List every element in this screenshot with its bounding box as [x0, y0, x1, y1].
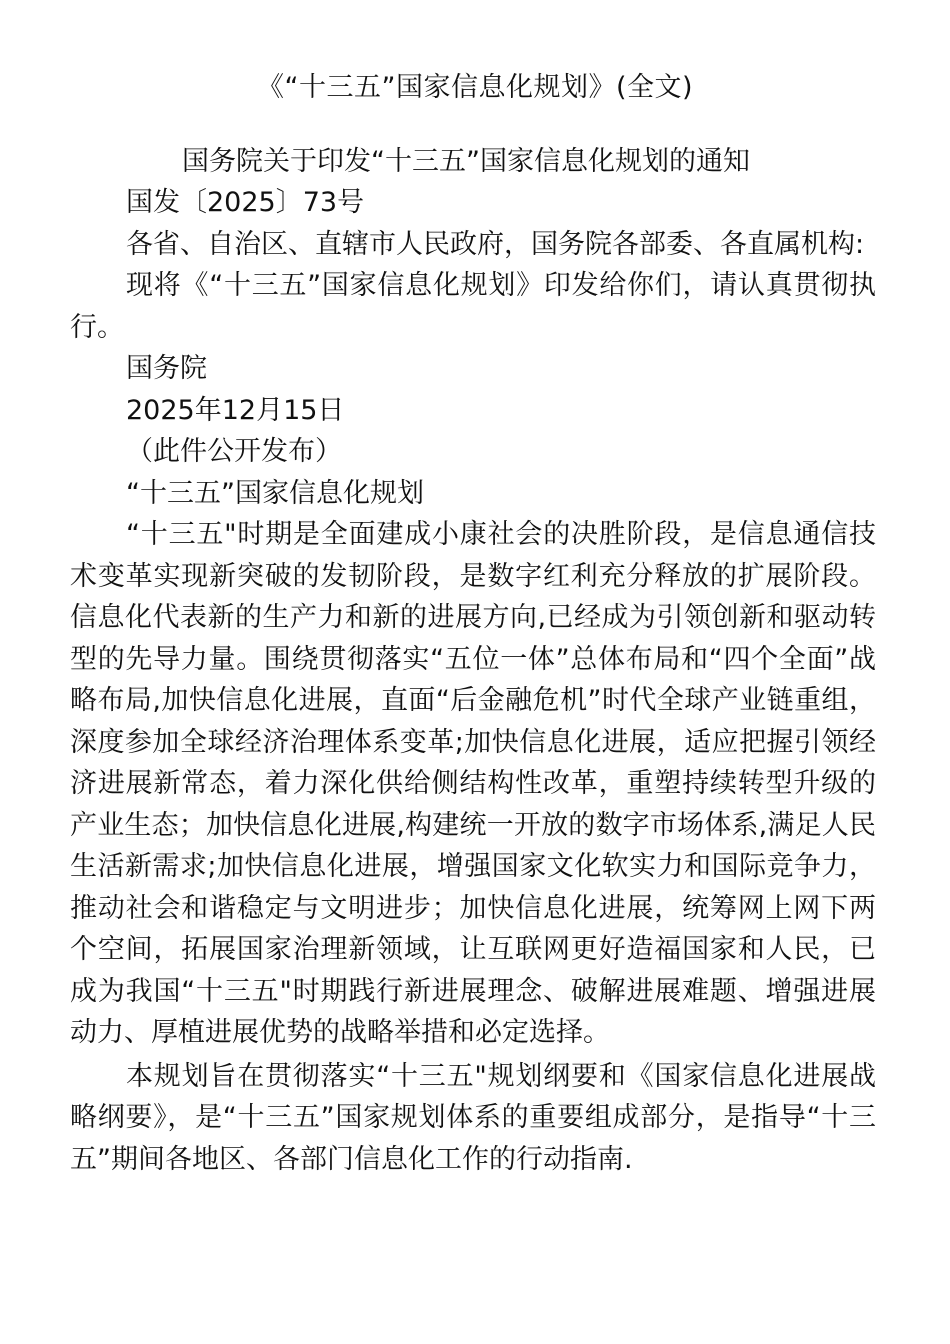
plan-title: “十三五”国家信息化规划 [126, 477, 424, 509]
document-number: 国发〔2025〕73号 [126, 187, 365, 218]
issue-date: 2025年12月15日 [126, 394, 345, 426]
body-paragraph-2: 本规划旨在贯彻落实“十三五"规划纲要和《国家信息化进展战略纲要》，是“十三五”国家规划体系的重要组成部分，是指导“十三五”期间各地区、各部门信息化工作的行动指南. [70, 1060, 876, 1175]
body-paragraph-1: “十三五"时期是全面建成小康社会的决胜阶段，是信息通信技术变革实现新突破的发韧阶段，是数字红利充分释放的扩展阶段。信息化代表新的生产力和新的进展方向,已经成为引领创新和驱动转型的先导力量。围绕贯彻落实“五位一体”总体布局和“四个全面”战略布局,加快信息化进展，直面“后金融危机”时代全球产业链重组，深度参加全球经济治理体系变革;加快信息化进展，适应把握引领经济进展新常态，着力深化供给侧结构性改革，重塑持续转型升级的产业生态；加快信息化进展,构建统一开放的数字市场体系,满足人民生活新需求;加快信息化进展，增强国家文化软实力和国际竞争力，推动社会和谐稳定与文明进步；加快信息化进展，统筹网上网下两个空间，拓展国家治理新领域，让互联网更好造福国家和人民，已成为我国“十三五"时期践行新进展理念、破解进展难题、增强进展动力、厚植进展优势的战略举措和必定选择。 [70, 519, 876, 1048]
addressee: 各省、自治区、直辖市人民政府，国务院各部委、各直属机构: [126, 228, 865, 260]
notice-title: 国务院关于印发“十三五”国家信息化规划的通知 [182, 146, 750, 177]
release-note: （此件公开发布） [126, 436, 342, 467]
instruction-paragraph: 现将《“十三五”国家信息化规划》印发给你们，请认真贯彻执行。 [70, 270, 876, 343]
document-body [70, 182, 876, 1180]
issuer: 国务院 [126, 353, 207, 384]
document-title: 《“十三五”国家信息化规划》(全文) [256, 72, 694, 103]
